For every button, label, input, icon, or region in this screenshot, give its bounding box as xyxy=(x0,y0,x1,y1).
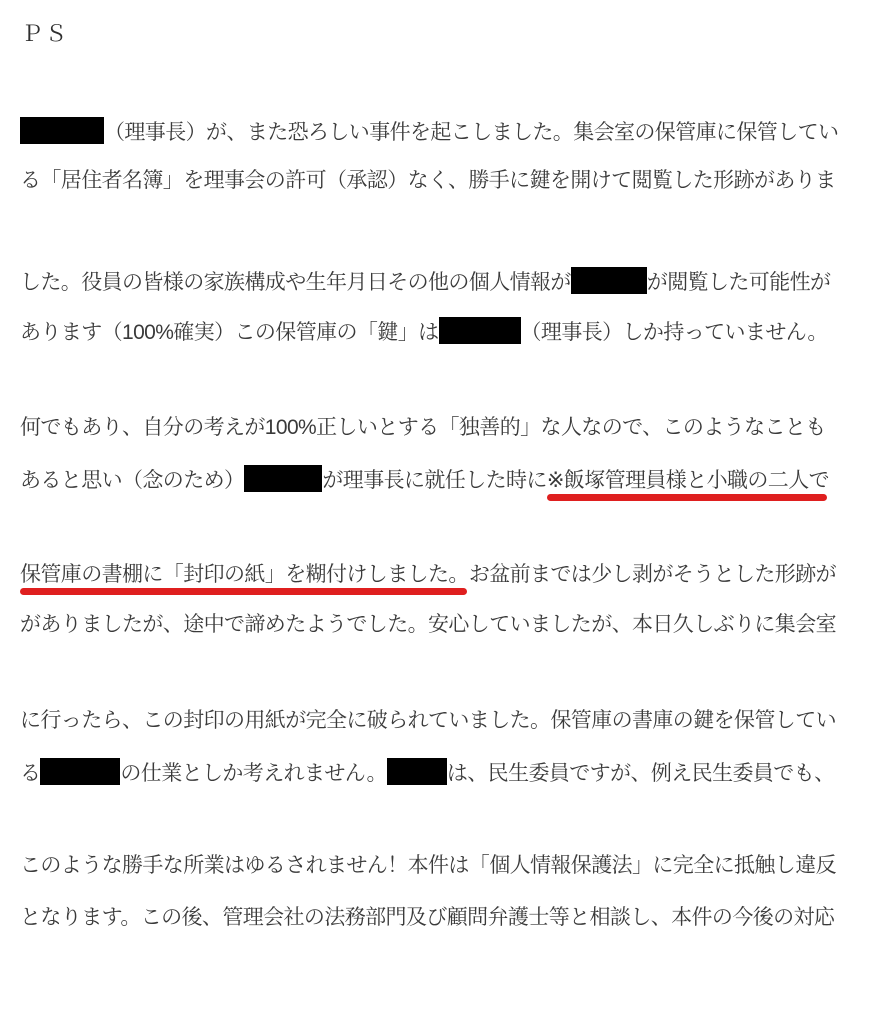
text-line xyxy=(20,853,836,880)
text-run: は、民生委員ですが、例え民生委員でも、 xyxy=(446,762,835,785)
text-line xyxy=(20,562,836,589)
text-line xyxy=(20,465,829,492)
ps-heading: ＰＳ xyxy=(21,21,70,46)
redaction-box xyxy=(244,465,322,492)
redaction-box xyxy=(439,317,521,344)
text-run: あります（100%確実）この保管庫の「鍵」は xyxy=(20,321,439,344)
text-run: る「居住者名簿」を理事会の許可（承認）なく、勝手に鍵を開けて閲覧した形跡がありま xyxy=(20,169,836,192)
red-underlined-text: ※飯塚管理員様と小職の二人で xyxy=(546,469,830,492)
text-line xyxy=(20,267,830,294)
redaction-box xyxy=(387,758,447,785)
text-line xyxy=(20,612,836,639)
text-run: る xyxy=(20,762,41,785)
text-line xyxy=(20,317,828,344)
text-run: となります。この後、管理会社の法務部門及び顧問弁護士等と相談し、本件の今後の対応 xyxy=(20,906,835,929)
red-underlined-text: 保管庫の書棚に「封印の紙」を糊付けしました。 xyxy=(20,563,469,586)
text-line xyxy=(20,708,836,735)
text-run: に行ったら、この封印の用紙が完全に破られていました。保管庫の書庫の鍵を保管してい xyxy=(20,709,836,732)
text-run: の仕業としか考えれません。 xyxy=(120,762,387,785)
redaction-box xyxy=(20,117,104,144)
text-run: このような勝手な所業はゆるされません！本件は「個人情報保護法」に完全に抵触し違反 xyxy=(20,854,836,877)
redaction-box xyxy=(571,267,647,294)
text-run: （理事長）が、また恐ろしい事件を起こしました。集会室の保管庫に保管してい xyxy=(104,121,839,144)
text-line xyxy=(20,758,834,785)
text-run: が閲覧した可能性が xyxy=(646,271,831,294)
text-run: あると思い（念のため） xyxy=(20,469,245,492)
text-run: が理事長に就任した時に xyxy=(322,469,547,492)
text-run: お盆前までは少し剥がそうとした形跡が xyxy=(468,563,837,586)
text-run: した。役員の皆様の家族構成や生年月日その他の個人情報が xyxy=(20,271,571,294)
text-line xyxy=(20,117,838,144)
text-run: がありましたが、途中で諦めたようでした。安心していましたが、本日久しぶりに集会室 xyxy=(20,613,836,636)
text-run: 何でもあり、自分の考えが100%正しいとする「独善的」な人なので、このようなことも xyxy=(20,416,826,439)
text-line xyxy=(20,415,826,442)
text-line xyxy=(20,905,834,932)
text-run: （理事長）しか持っていません。 xyxy=(520,321,828,344)
redaction-box xyxy=(40,758,120,785)
text-line xyxy=(20,168,836,195)
